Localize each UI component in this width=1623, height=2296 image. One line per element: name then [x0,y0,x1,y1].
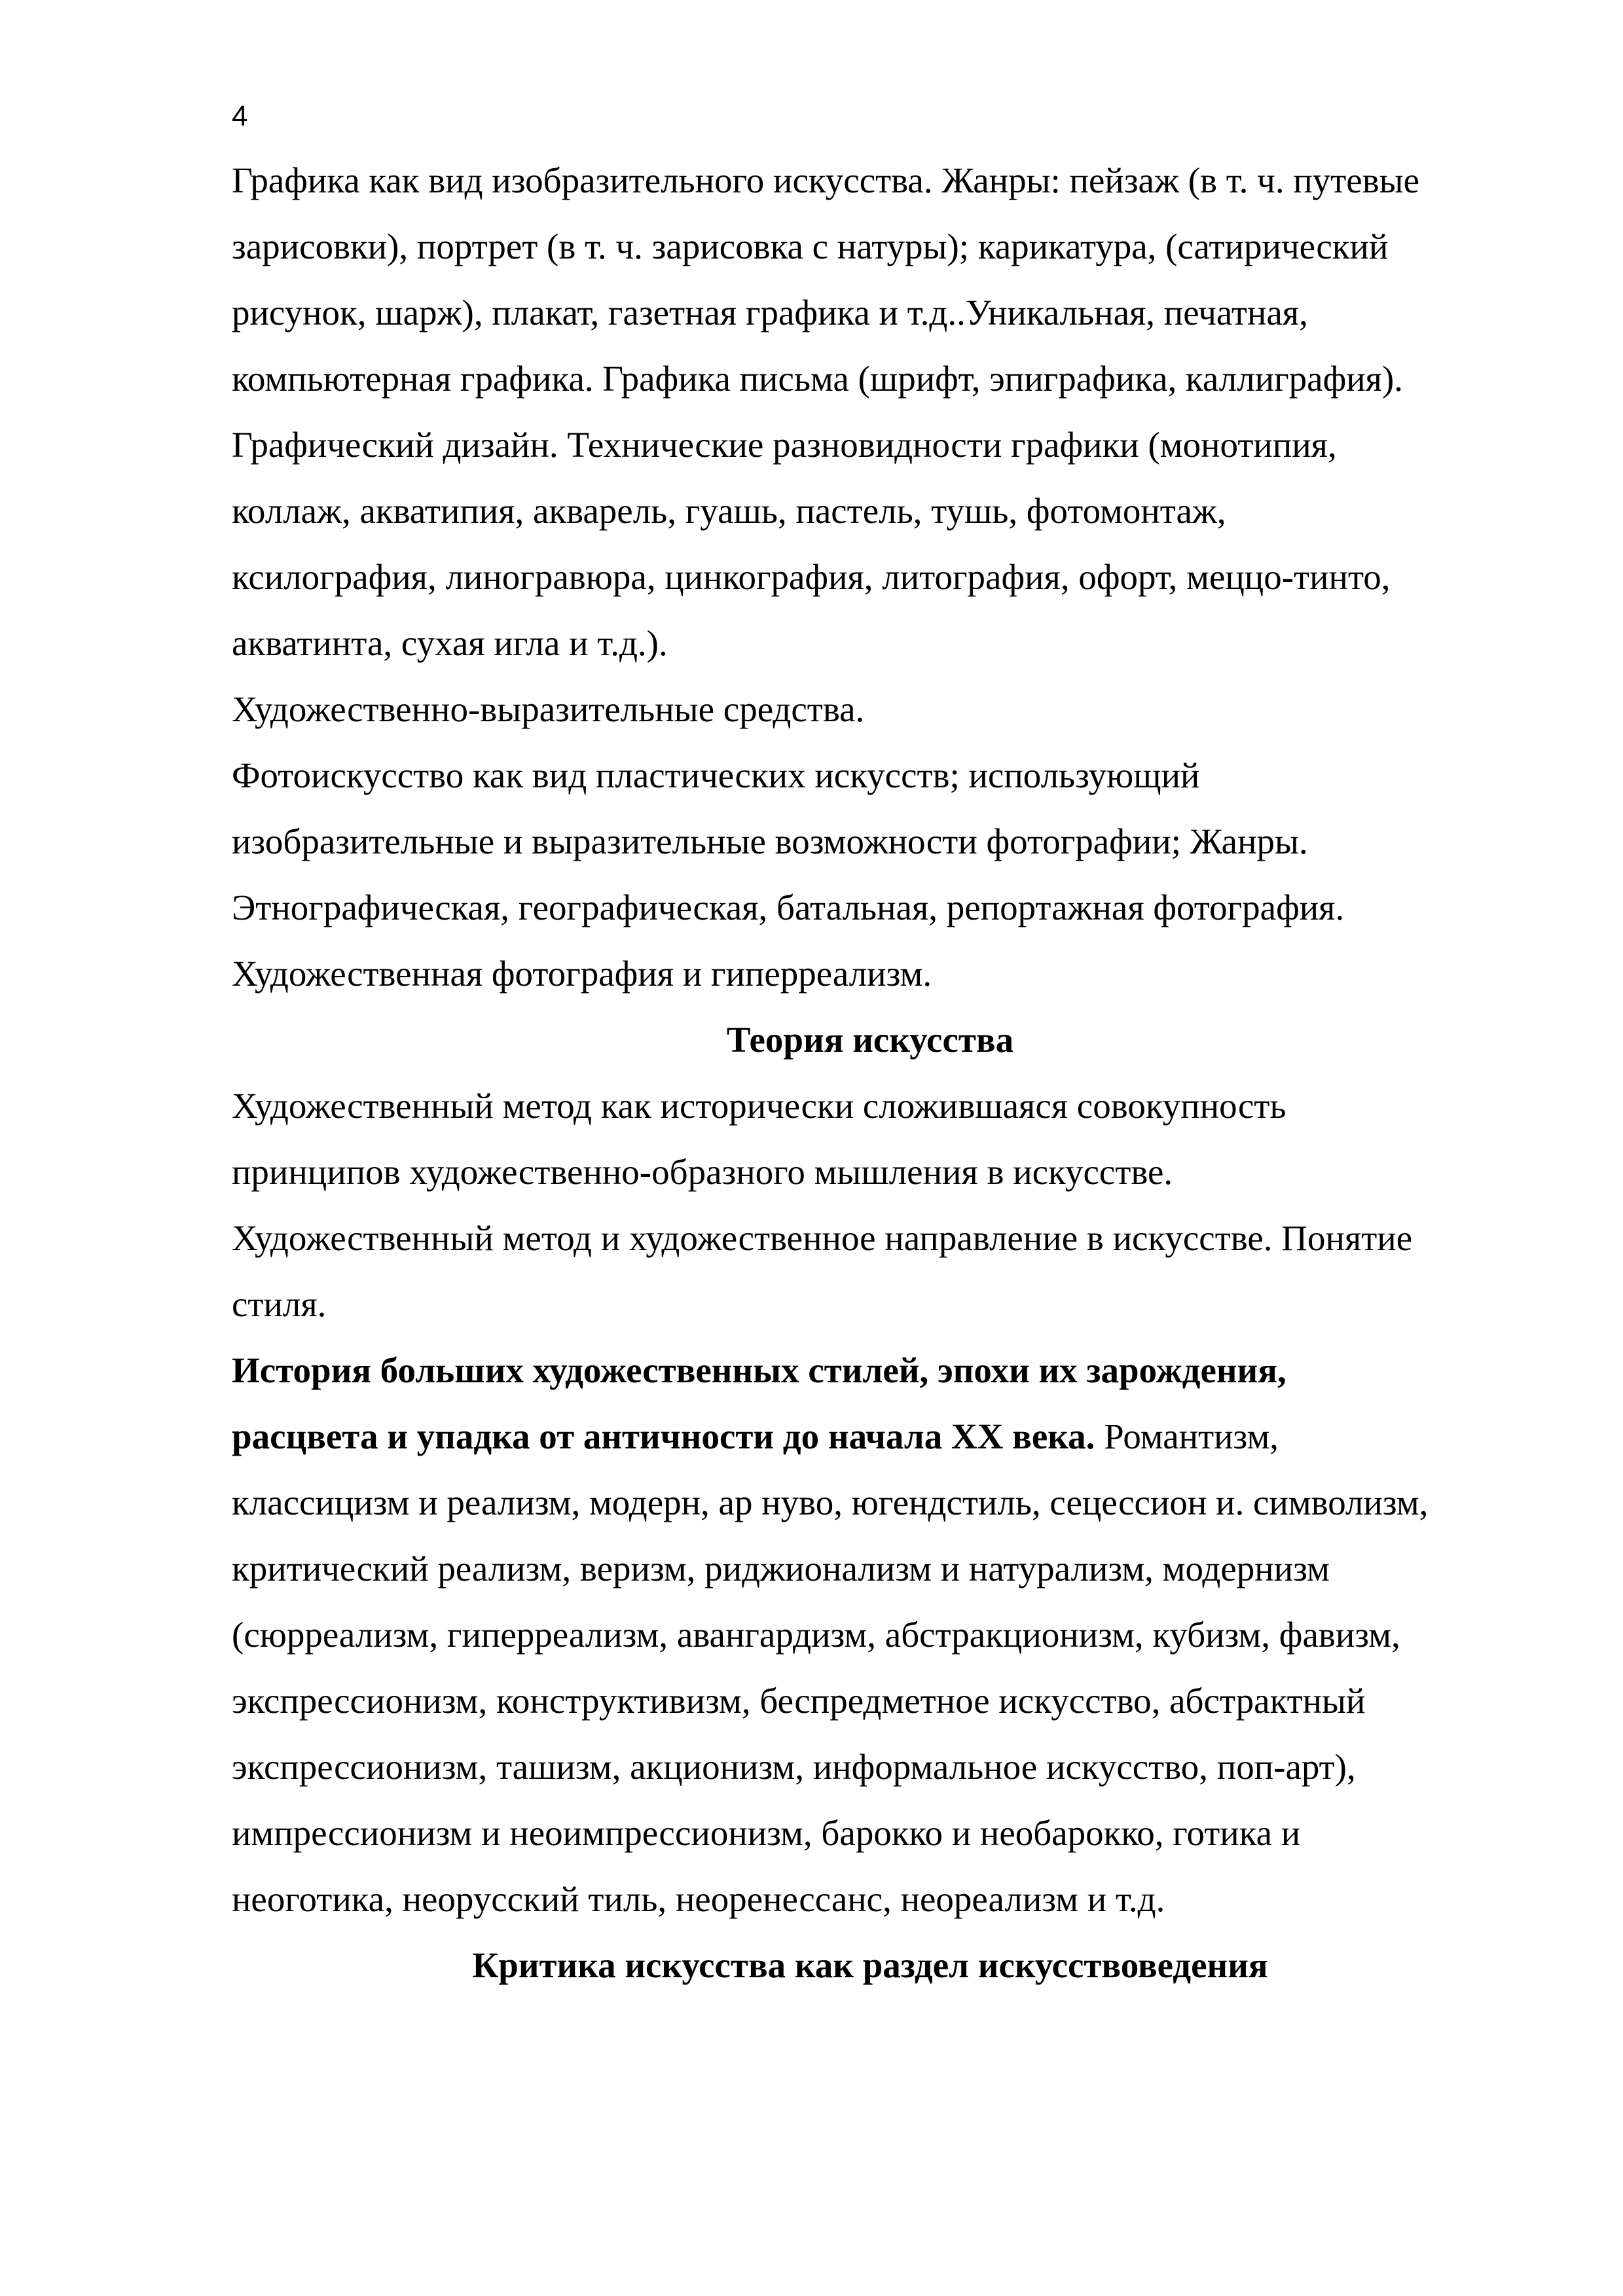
text-line: акватинта, сухая игла и т.д.). [232,623,668,663]
text-line: импрессионизм и неоимпрессионизм, барокко и необарокко, готика и [232,1813,1301,1853]
text-line: Художественно-выразительные средства. [232,689,865,729]
regular-run: Романтизм, [1095,1416,1279,1456]
text-line: Этнографическая, географическая, батальная, репортажная фотография. [232,888,1345,927]
text-line: Художественный метод и художественное направление в искусстве. Понятие [232,1218,1413,1258]
text-line: принципов художественно-образного мышления в искусстве. [232,1152,1173,1192]
text-line: зарисовки), портрет (в т. ч. зарисовка с натуры); карикатура, (сатирический [232,226,1389,266]
text-line: ксилография, линогравюра, цинкография, литография, офорт, меццо-тинто, [232,557,1391,597]
text-line: экспрессионизм, ташизм, акционизм, информальное искусство, поп-арт), [232,1747,1356,1787]
bold-run: расцвета и упадка от античности до начала XX века. [232,1416,1095,1456]
text-line: критический реализм, веризм, риджионализм и натурализм, модернизм [232,1549,1330,1588]
text-line: Графика как вид изобразительного искусства. Жанры: пейзаж (в т. ч. путевые [232,160,1420,200]
text-line: экспрессионизм, конструктивизм, беспредметное искусство, абстрактный [232,1681,1366,1721]
section-heading: Теория искусства [726,1020,1014,1060]
page-number: 4 [232,100,248,132]
text-line: неоготика, неорусский тиль, неоренессанс, неореализм и т.д. [232,1879,1165,1919]
text-line: Художественная фотография и гиперреализм. [232,954,932,994]
text-line: Художественный метод как исторически сложившаяся совокупность [232,1086,1286,1126]
text-line: изобразительные и выразительные возможности фотографии; Жанры. [232,821,1308,861]
section-heading: Критика искусства как раздел искусствоведения [472,1945,1268,1985]
text-line: Графический дизайн. Технические разновидности графики (монотипия, [232,425,1337,465]
text-line [232,1403,1508,1469]
text-line: Фотоискусство как вид пластических искусств; использующий [232,755,1200,795]
text-line: стиля. [232,1284,327,1324]
text-line: компьютерная графика. Графика письма (шрифт, эпиграфика, каллиграфия). [232,359,1404,399]
text-line: рисунок, шарж), плакат, газетная графика и т.д..Уникальная, печатная, [232,293,1308,332]
text-line: классицизм и реализм, модерн, ар нуво, югендстиль, сецессион и. символизм, [232,1482,1429,1522]
document-body [232,147,1508,1998]
text-line: коллаж, акватипия, акварель, гуашь, пастель, тушь, фотомонтаж, [232,491,1226,531]
bold-text-line: История больших художественных стилей, эпохи их зарождения, [232,1350,1286,1390]
text-line: (сюрреализм, гиперреализм, авангардизм, абстракционизм, кубизм, фавизм, [232,1615,1400,1655]
